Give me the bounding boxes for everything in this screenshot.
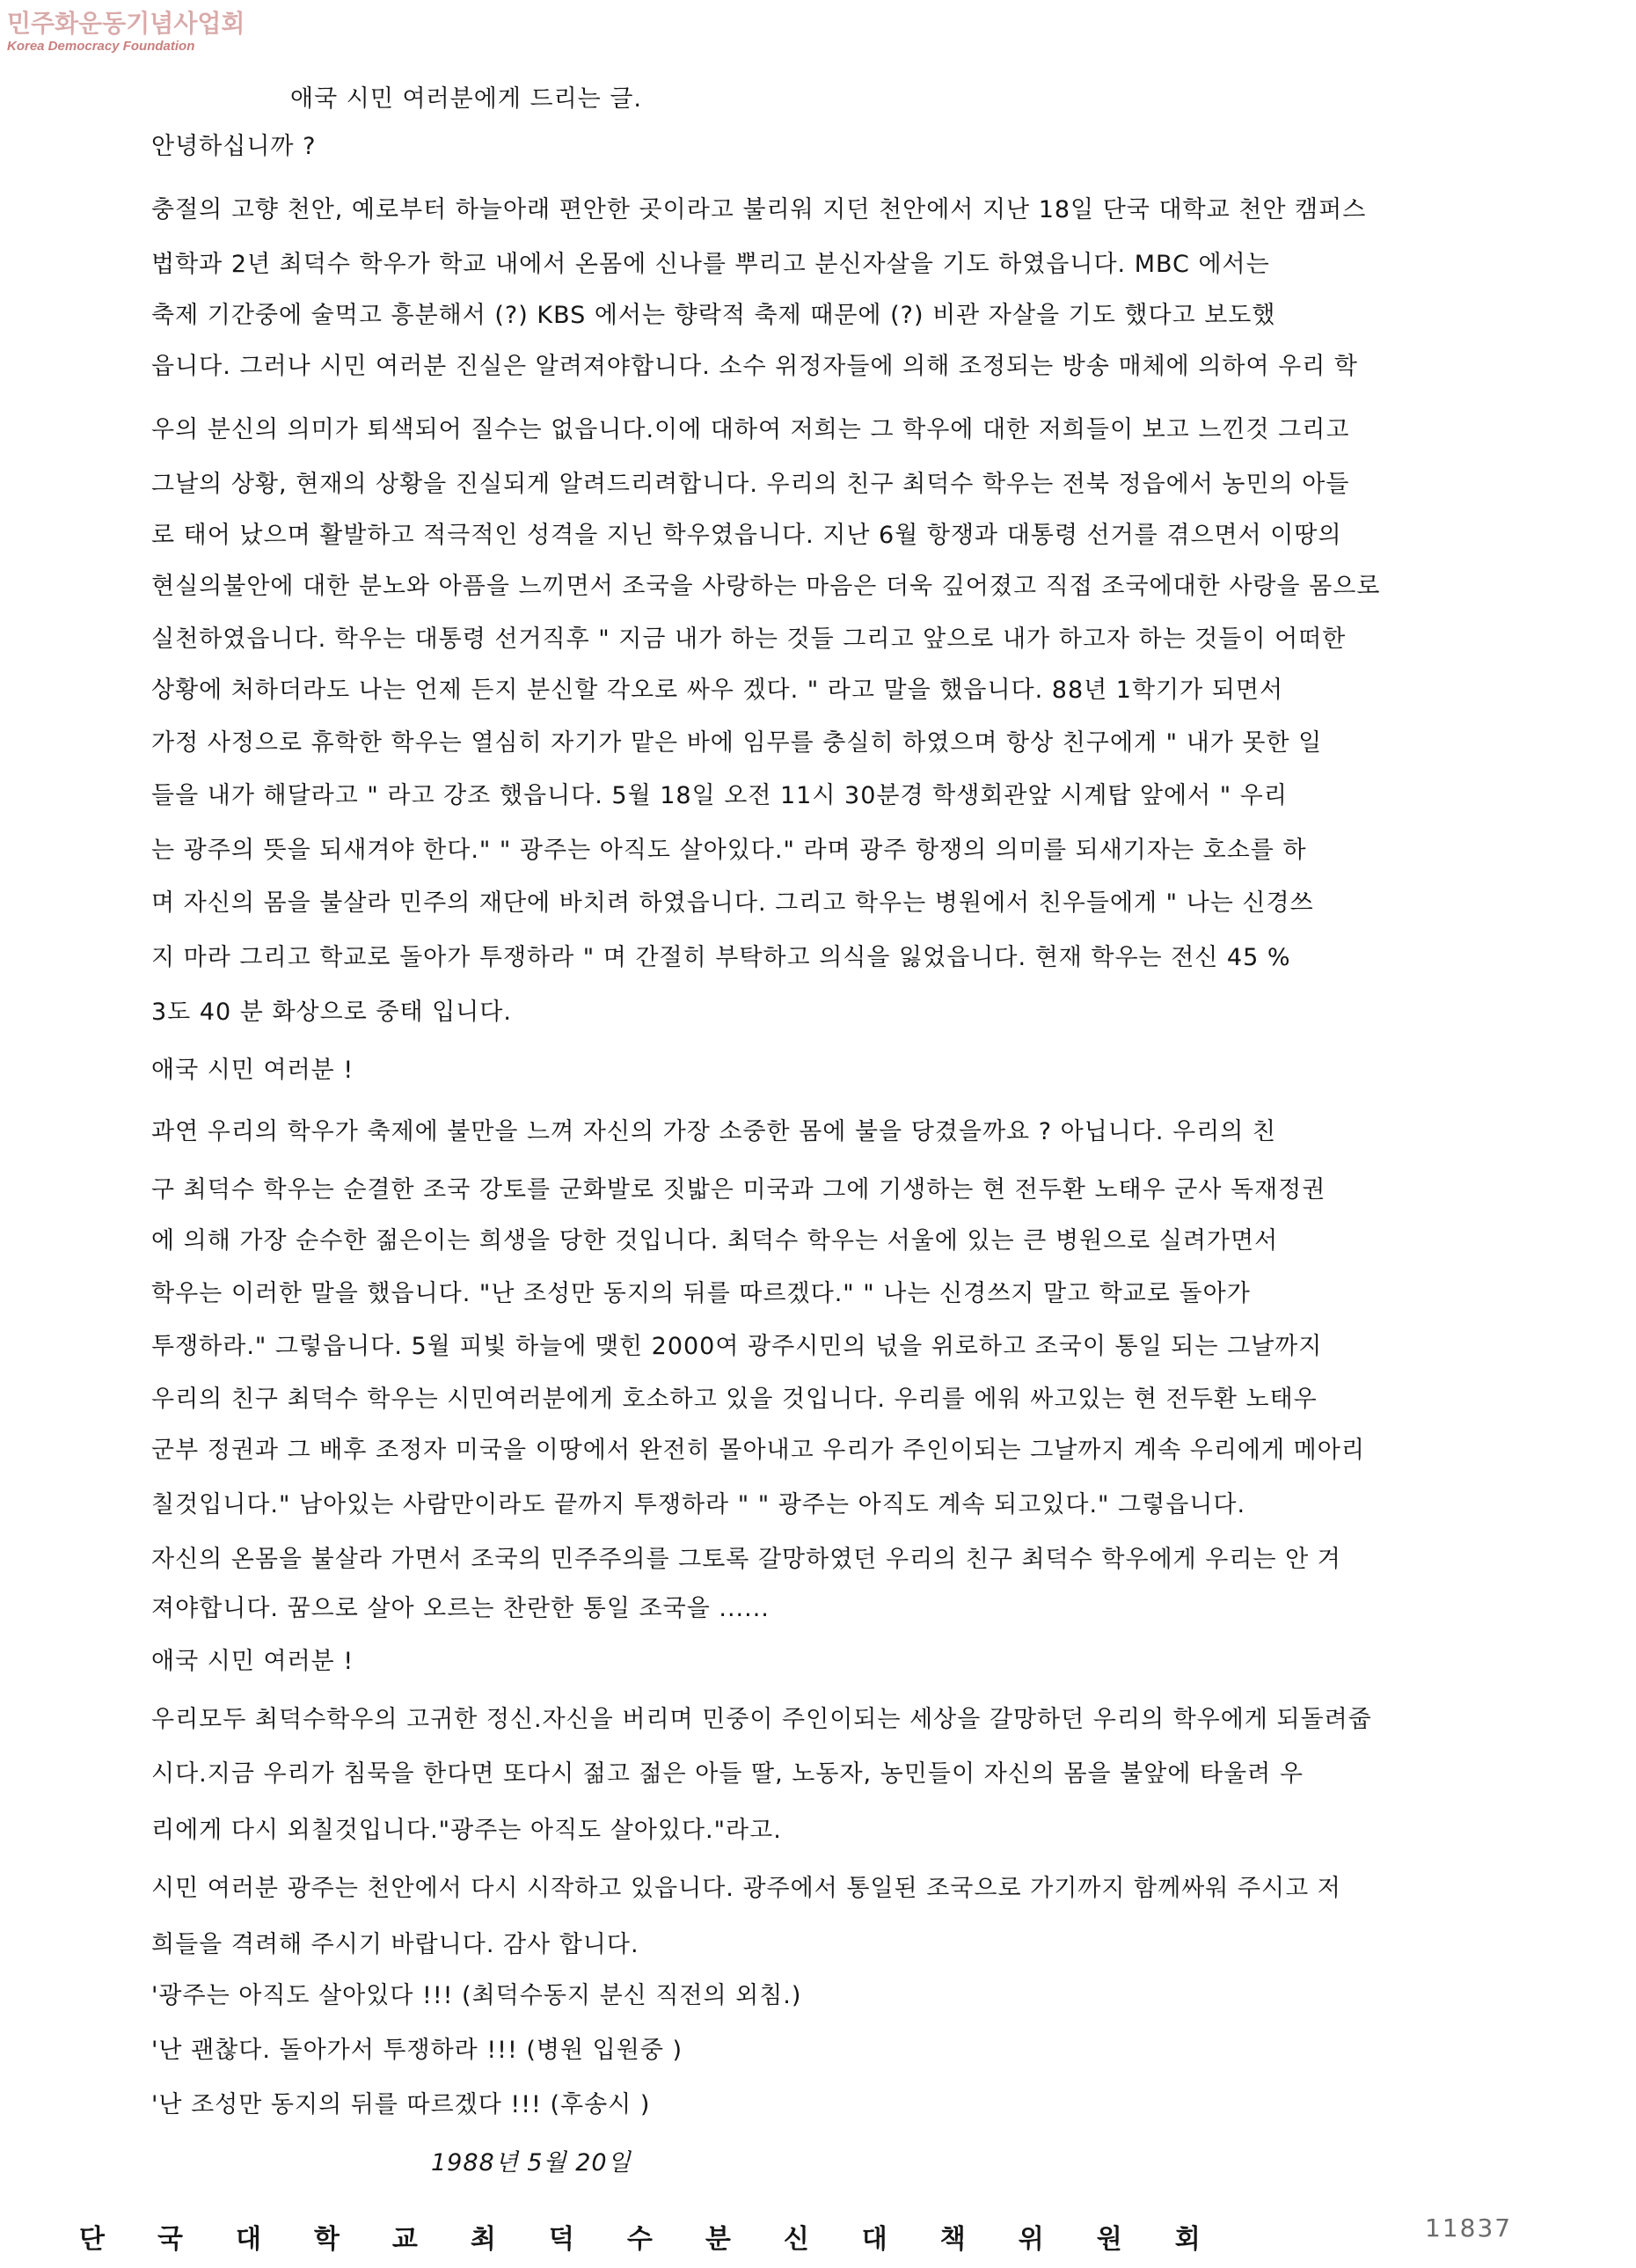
text-line: 로 태어 났으며 활발하고 적극적인 성격을 지닌 학우였읍니다. 지난 6월 항쟁과 대통령 선거를 겪으면서 이땅의 bbox=[151, 522, 1342, 549]
logo-english-text: Korea Democracy Foundation bbox=[7, 39, 195, 54]
document-title: 애국 시민 여러분에게 드리는 글. bbox=[290, 85, 642, 113]
text-line: 들을 내가 해달라고 " 라고 강조 했읍니다. 5월 18일 오전 11시 30분경 학생회관앞 시계탑 앞에서 " 우리 bbox=[151, 782, 1288, 809]
text-line: 시민 여러분 광주는 천안에서 다시 시작하고 있읍니다. 광주에서 통일된 조국으로 가기까지 함께싸워 주시고 저 bbox=[151, 1875, 1341, 1902]
text-line: 학우는 이러한 말을 했읍니다. "난 조성만 동지의 뒤를 따르겠다." " 나는 신경쓰지 말고 학교로 돌아가 bbox=[151, 1280, 1251, 1307]
text-line: 안녕하십니까 ? bbox=[151, 133, 317, 160]
text-line: 실천하였읍니다. 학우는 대통령 선거직후 " 지금 내가 하는 것들 그리고 앞으로 내가 하고자 하는 것들이 어떠한 bbox=[151, 626, 1347, 653]
text-line: 희들을 격려해 주시기 바랍니다. 감사 합니다. bbox=[151, 1931, 639, 1958]
text-line: 읍니다. 그러나 시민 여러분 진실은 알려져야합니다. 소수 위정자들에 의해 조정되는 방송 매체에 의하여 우리 학 bbox=[151, 353, 1359, 380]
logo-korean-text: 민주화운동기념사업회 bbox=[7, 9, 245, 38]
document-date: 1988년 5월 20일 bbox=[431, 2149, 632, 2177]
text-line: 시다.지금 우리가 침묵을 한다면 또다시 젊고 젊은 아들 딸, 노동자, 농민들이 자신의 몸을 불앞에 타울려 우 bbox=[151, 1760, 1304, 1788]
text-line: 우리모두 최덕수학우의 고귀한 정신.자신을 버리며 민중이 주인이되는 세상을 갈망하던 우리의 학우에게 되돌려줍 bbox=[151, 1706, 1372, 1733]
text-line: '난 조성만 동지의 뒤를 따르겠다 !!! (후송시 ) bbox=[151, 2091, 651, 2118]
text-line: 투쟁하라." 그렇읍니다. 5월 피빛 하늘에 맺힌 2000여 광주시민의 넋을 위로하고 조국이 통일 되는 그날까지 bbox=[151, 1333, 1323, 1360]
text-line: 에 의해 가장 순수한 젊은이는 희생을 당한 것입니다. 최덕수 학우는 서울에 있는 큰 병원으로 실려가면서 bbox=[151, 1227, 1279, 1255]
text-line: 애국 시민 여러분 ! bbox=[151, 1057, 354, 1084]
text-line: 애국 시민 여러분 ! bbox=[151, 1648, 354, 1675]
text-line: 축제 기간중에 술먹고 흥분해서 (?) KBS 에서는 향락적 축제 때문에 (?) 비관 자살을 기도 했다고 보도했 bbox=[151, 302, 1276, 329]
text-line: 법학과 2년 최덕수 학우가 학교 내에서 온몸에 신나를 뿌리고 분신자살을 기도 하였읍니다. MBC 에서는 bbox=[151, 251, 1270, 278]
text-line: 가정 사정으로 휴학한 학우는 열심히 자기가 맡은 바에 임무를 충실히 하였으며 항상 친구에게 " 내가 못한 일 bbox=[151, 729, 1323, 757]
issuing-committee: 단국대학교최덕수분신대책위원회 bbox=[79, 2224, 1253, 2255]
text-line: 3도 40 분 화상으로 중태 입니다. bbox=[151, 999, 512, 1026]
text-line: 우의 분신의 의미가 퇴색되어 질수는 없읍니다.이에 대하여 저희는 그 학우에 대한 저희들이 보고 느낀것 그리고 bbox=[151, 416, 1350, 443]
text-line: 상황에 처하더라도 나는 언제 든지 분신할 각오로 싸우 겠다. " 라고 말을 했읍니다. 88년 1학기가 되면서 bbox=[151, 677, 1284, 704]
text-line: '광주는 아직도 살아있다 !!! (최덕수동지 분신 직전의 외침.) bbox=[151, 1982, 802, 2009]
text-line: 충절의 고향 천안, 예로부터 하늘아래 편안한 곳이라고 불리워 지던 천안에서 지난 18일 단국 대학교 천안 캠퍼스 bbox=[151, 196, 1367, 223]
text-line: 군부 정권과 그 배후 조정자 미국을 이땅에서 완전히 몰아내고 우리가 주인이되는 그날까지 계속 우리에게 메아리 bbox=[151, 1437, 1365, 1464]
text-line: 구 최덕수 학우는 순결한 조국 강토를 군화발로 짓밟은 미국과 그에 기생하는 현 전두환 노태우 군사 독재정권 bbox=[151, 1176, 1326, 1204]
text-line: 져야합니다. 꿈으로 살아 오르는 찬란한 통일 조국을 ...... bbox=[151, 1595, 770, 1622]
text-line: 과연 우리의 학우가 축제에 불만을 느껴 자신의 가장 소중한 몸에 불을 당겼을까요 ? 아닙니다. 우리의 친 bbox=[151, 1118, 1277, 1145]
text-line: 자신의 온몸을 불살라 가면서 조국의 민주주의를 그토록 갈망하였던 우리의 친구 최덕수 학우에게 우리는 안 겨 bbox=[151, 1546, 1341, 1573]
text-line: 리에게 다시 외칠것입니다."광주는 아직도 살아있다."라고. bbox=[151, 1817, 782, 1844]
text-line: 그날의 상황, 현재의 상황을 진실되게 알려드리려합니다. 우리의 친구 최덕수 학우는 전북 정읍에서 농민의 아들 bbox=[151, 471, 1350, 498]
page-number: 11837 bbox=[1425, 2213, 1513, 2242]
text-line: 는 광주의 뜻을 되새겨야 한다." " 광주는 아직도 살아있다." 라며 광주 항쟁의 의미를 되새기자는 호소를 하 bbox=[151, 837, 1307, 864]
text-line: 며 자신의 몸을 불살라 민주의 재단에 바치려 하였읍니다. 그리고 학우는 병원에서 친우들에게 " 나는 신경쓰 bbox=[151, 889, 1314, 917]
text-line: 우리의 친구 최덕수 학우는 시민여러분에게 호소하고 있을 것입니다. 우리를 에워 싸고있는 현 전두환 노태우 bbox=[151, 1386, 1318, 1413]
text-line: 칠것입니다." 남아있는 사람만이라도 끝까지 투쟁하라 " " 광주는 아직도 계속 되고있다." 그렇읍니다. bbox=[151, 1491, 1246, 1518]
text-line: 지 마라 그리고 학교로 돌아가 투쟁하라 " 며 간절히 부탁하고 의식을 잃었읍니다. 현재 학우는 전신 45 % bbox=[151, 944, 1291, 971]
text-line: 현실의불안에 대한 분노와 아픔을 느끼면서 조국을 사랑하는 마음은 더욱 깊어졌고 직접 조국에대한 사랑을 몸으로 bbox=[151, 573, 1381, 600]
text-line: '난 괜찮다. 돌아가서 투쟁하라 !!! (병원 입원중 ) bbox=[151, 2037, 683, 2064]
